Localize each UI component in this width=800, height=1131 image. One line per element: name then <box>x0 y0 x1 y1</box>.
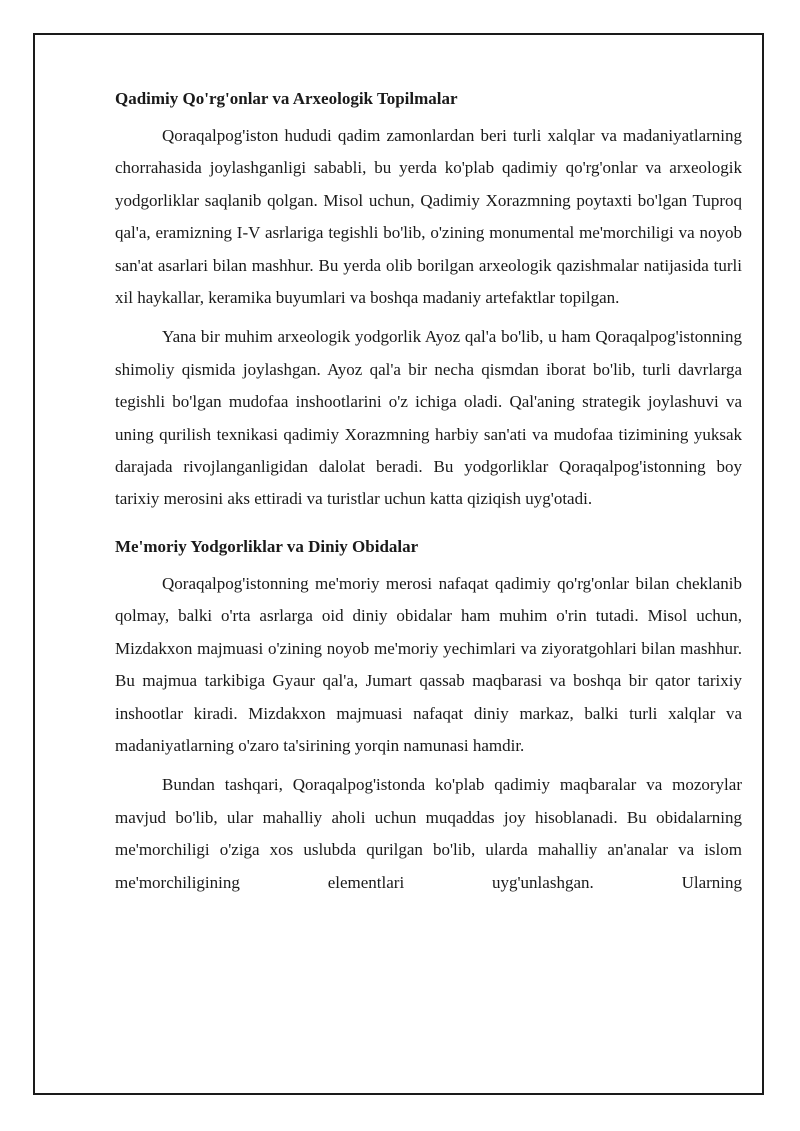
paragraph: Bundan tashqari, Qoraqalpog'istonda ko'plab qadimiy maqbaralar va mozorylar mavjud bo'lib, ular mahalliy aholi uchun muqaddas joy hisoblanadi. Bu obidalarning me'morchiligi o'ziga xos uslubda qurilgan bo'lib, ularda mahalliy an'analar va islom me'morchiligining elementlari uyg'unlashgan. Ularning <box>115 775 742 892</box>
paragraph: Qoraqalpog'istonning me'moriy merosi nafaqat qadimiy qo'rg'onlar bilan cheklanib qolmay, balki o'rta asrlarga oid diniy obidalar ham muhim o'rin tutadi. Misol uchun, Mizdakxon majmuasi o'zining noyob me'moriy yechimlari va ziyoratgohlari bilan mashhur. Bu majmua tarkibiga Gyaur qal'a, Jumart qassab maqbarasi va boshqa bir qator tarixiy inshootlar kiradi. Mizdakxon majmuasi nafaqat diniy markaz, balki turli xalqlar va madaniyatlarning o'zaro ta'sirining yorqin namunasi hamdir. <box>115 573 742 755</box>
paragraph: Qoraqalpog'iston hududi qadim zamonlardan beri turli xalqlar va madaniyatlarning chorrahasida joylashganligi sababli, bu yerda ko'plab qadimiy qo'rg'onlar va arxeologik yodgorliklar saqlanib qolgan. Misol uchun, Qadimiy Xorazmning poytaxti bo'lgan Tuproq qal'a, eramizning I-V asrlariga tegishli bo'lib, o'zining monumental me'morchiligi va noyob san'at asarlari bilan mashhur. Bu yerda olib borilgan arxeologik qazishmalar natijasida turli xil haykallar, keramika buyumlari va boshqa madaniy artefaktlar topilgan. <box>115 126 742 308</box>
document-body <box>115 85 742 906</box>
paragraph: Yana bir muhim arxeologik yodgorlik Ayoz qal'a bo'lib, u ham Qoraqalpog'istonning shimoliy qismida joylashgan. Ayoz qal'a bir necha qismdan iborat bo'lib, turli davrlarga tegishli bo'lgan mudofaa inshootlarini o'z ichiga oladi. Qal'aning strategik joylashuvi va uning qurilish texnikasi qadimiy Xorazmning harbiy san'ati va mudofaa tizimining yuksak darajada rivojlanganligidan dalolat beradi. Bu yodgorliklar Qoraqalpog'istonning boy tarixiy merosini aks ettiradi va turistlar uchun katta qiziqish uyg'otadi. <box>115 327 742 509</box>
section-heading: Me'moriy Yodgorliklar va Diniy Obidalar <box>115 536 419 556</box>
section-heading: Qadimiy Qo'rg'onlar va Arxeologik Topilmalar <box>115 89 458 108</box>
